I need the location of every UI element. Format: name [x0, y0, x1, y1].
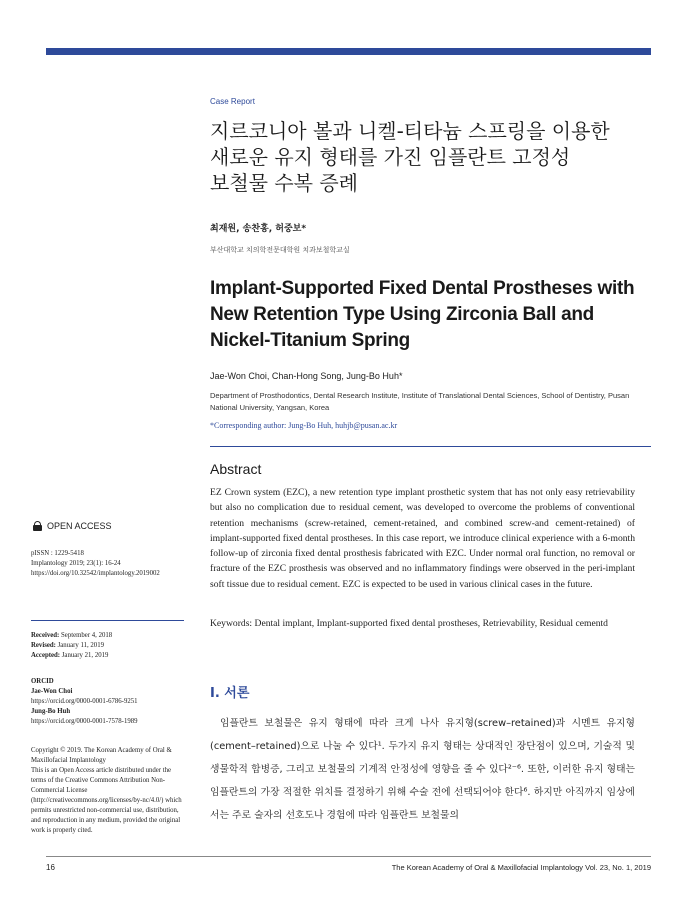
section-heading: Ⅰ. 서론	[210, 686, 250, 701]
korean-title	[210, 118, 650, 196]
received-label: Received:	[31, 632, 60, 639]
corresponding-author-link[interactable]: *Corresponding author: Jung-Bo Huh, huhjb@pusan.ac.kr	[210, 421, 398, 430]
keywords-list: Dental implant, Implant-supported fixed dental prostheses, Retrievability, Residual cementd	[254, 618, 608, 629]
sidebar-divider	[31, 620, 184, 621]
open-access-badge	[33, 521, 112, 531]
orcid-label: ORCID	[31, 678, 54, 685]
accepted-label: Accepted:	[31, 652, 61, 659]
license-text: This is an Open Access article distributed under the terms of the Creative Commons Attribution Non-Commercial License (http://creativecommons.org/licenses/by-nc/4.0/) which permits unrestricted non-commercial use, distribution, and reproduction in any medium, provided the original work is properly cited.	[31, 767, 182, 834]
orcid-author-1: Jae-Won Choi	[31, 688, 73, 695]
article-type: Case Report	[210, 97, 255, 106]
korean-title-line: 새로운 유지 형태를 가진 임플란트 고정성	[210, 145, 571, 169]
english-title-line: Implant-Supported Fixed Dental Prostheses with	[210, 278, 635, 299]
orcid-info	[31, 677, 186, 727]
received-date: September 4, 2018	[61, 632, 113, 639]
copyright: Copyright © 2019. The Korean Academy of Oral & Maxillofacial Implantology	[31, 747, 172, 764]
abstract-heading: Abstract	[210, 461, 262, 477]
header-bar	[46, 48, 651, 55]
dates-info	[31, 631, 186, 661]
footer-divider	[46, 856, 651, 857]
license-info	[31, 746, 186, 836]
orcid-link-2[interactable]: https://orcid.org/0000-0001-7578-1989	[31, 718, 138, 725]
english-title-line: Nickel-Titanium Spring	[210, 330, 410, 351]
korean-affiliation: 부산대학교 치의학전문대학원 치과보철학교실	[210, 246, 350, 254]
korean-title-line: 보철물 수복 증례	[210, 171, 358, 195]
english-title-line: New Retention Type Using Zirconia Ball and	[210, 304, 594, 325]
introduction-paragraph: 임플란트 보철물은 유지 형태에 따라 크게 나사 유지형(screw–retained)과 시멘트 유지형(cement–retained)으로 나눌 수 있다¹. 두가지 유지 형태는 상대적인 장단점이 있으며, 기술적 및 생물학적 합병증, 그리고 보철물의 기계적 안정성에 영향을 줄 수 있다²⁻⁶. 또한, 이러한 유지 형태는 임플란트의 가장 적절한 위치를 결정하기 위해 수술 전에 선택되어야 한다⁶. 하지만 아직까지 임상에서는 주로 술자의 선호도나 경험에 따라 임플란트 보철물의	[210, 718, 635, 821]
abstract-text: EZ Crown system (EZC), a new retention type implant prosthetic system that has not only easy retrievability but also no complication due to residual cement, was developed to overcome the problems of conventional retention mechanisms (screw-retained, cement-retained, and combined screw-and cement-retained) of implant-supported fixed dental prostheses. In this case report, we introduce clinical experience with a 6-month follow-up of zirconia fixed dental prosthesis fabricated with EZC. Under normal oral function, no removal or fracture of the EZC prosthesis was observed and no inflammatory findings were observed in the peri-implant soft tissue due to residual cement. EZC is expected to be used in various clinical cases in the future.	[210, 487, 635, 590]
citation: Implantology 2019; 23(1): 16-24	[31, 560, 121, 567]
open-access-label: OPEN ACCESS	[47, 521, 112, 531]
orcid-link-1[interactable]: https://orcid.org/0000-0001-6786-9251	[31, 698, 138, 705]
doi-link[interactable]: https://doi.org/10.32542/implantology.2019002	[31, 570, 160, 577]
keywords-label: Keywords:	[210, 618, 253, 629]
korean-title-line: 지르코니아 볼과 니켈-티타늄 스프링을 이용한	[210, 119, 610, 143]
accepted-date: January 21, 2019	[61, 652, 109, 659]
abstract-divider	[210, 446, 651, 447]
revised-date: January 11, 2019	[57, 642, 104, 649]
revised-label: Revised:	[31, 642, 56, 649]
english-authors: Jae-Won Choi, Chan-Hong Song, Jung-Bo Huh*	[210, 371, 403, 381]
orcid-author-2: Jung-Bo Huh	[31, 708, 71, 715]
introduction-text	[210, 712, 635, 827]
keywords	[210, 617, 635, 632]
korean-authors: 최재원, 송찬홍, 허중보*	[210, 224, 307, 234]
lock-icon	[33, 521, 42, 531]
english-title	[210, 276, 650, 354]
pissn: pISSN : 1229-5418	[31, 550, 84, 557]
page-number: 16	[46, 863, 55, 872]
journal-info: The Korean Academy of Oral & Maxillofacial Implantology Vol. 23, No. 1, 2019	[391, 863, 651, 872]
publication-info	[31, 549, 186, 579]
english-affiliation: Department of Prosthodontics, Dental Research Institute, Institute of Translational Dental Sciences, School of Dentistry, Pusan National University, Yangsan, Korea	[210, 391, 630, 412]
